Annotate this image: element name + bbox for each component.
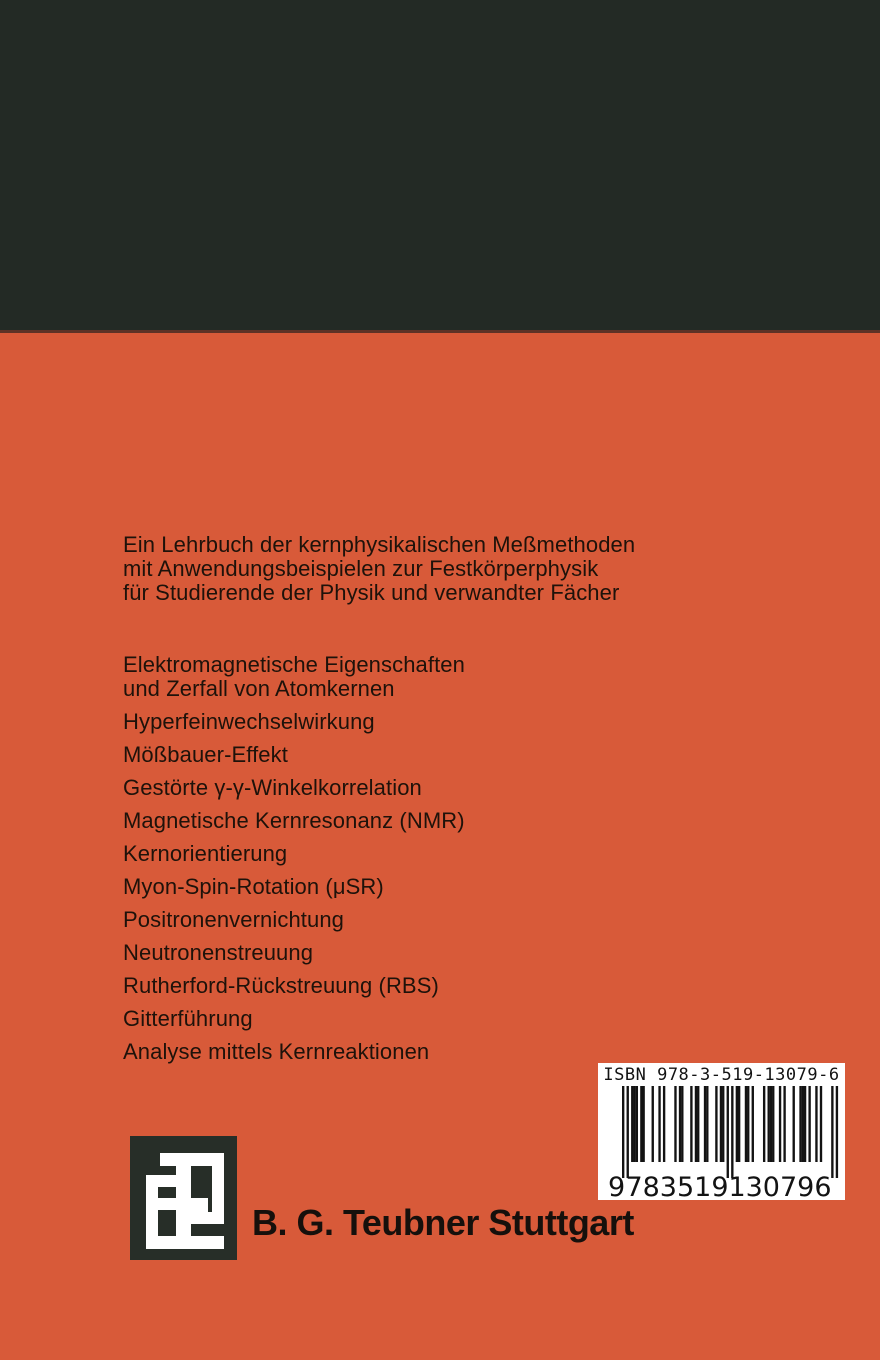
list-item — [123, 1040, 465, 1064]
topics-list — [123, 653, 465, 1073]
topic-label: Kernorientierung — [123, 841, 288, 866]
topic-label: Magnetische Kernresonanz (NMR) — [123, 808, 465, 833]
topic-label: Rutherford-Rückstreuung (RBS) — [123, 973, 439, 998]
list-item — [123, 809, 465, 833]
list-item — [123, 974, 465, 998]
list-item — [123, 875, 465, 899]
list-item — [123, 908, 465, 932]
subtitle-line: mit Anwendungsbeispielen zur Festkörperphysik — [123, 556, 599, 581]
topic-label: Gestörte γ-γ-Winkelkorrelation — [123, 775, 422, 800]
topic-label: und Zerfall von Atomkernen — [123, 676, 395, 701]
topic-label: Gitterführung — [123, 1006, 253, 1031]
topic-label: Myon-Spin-Rotation (μSR) — [123, 874, 384, 899]
ean-digits-group2: 130796 — [728, 1172, 832, 1199]
subtitle-line: für Studierende der Physik und verwandter Fächer — [123, 580, 620, 605]
topic-label: Elektromagnetische Eigenschaften — [123, 652, 465, 677]
list-item — [123, 743, 465, 767]
publisher-name: B. G. Teubner Stuttgart — [252, 1202, 634, 1243]
ean13-barcode — [598, 1086, 845, 1199]
teubner-monogram-icon — [130, 1136, 237, 1260]
isbn-barcode-panel — [598, 1063, 845, 1200]
topic-label: Hyperfeinwechselwirkung — [123, 709, 375, 734]
list-item — [123, 842, 465, 866]
cover-header-band — [0, 0, 880, 330]
ean-digit-left: 9 — [608, 1172, 626, 1199]
topic-label: Neutronenstreuung — [123, 940, 314, 965]
subtitle-line: Ein Lehrbuch der kernphysikalischen Meßmethoden — [123, 532, 636, 557]
subtitle-text — [123, 533, 635, 605]
topic-label: Mößbauer-Effekt — [123, 742, 288, 767]
topic-label: Analyse mittels Kernreaktionen — [123, 1039, 430, 1064]
isbn-label: ISBN 978-3-519-13079-6 — [603, 1065, 840, 1085]
topic-label: Positronenvernichtung — [123, 907, 345, 932]
ean-digits-group1: 783519 — [625, 1172, 729, 1199]
barcode-bars — [622, 1086, 838, 1178]
list-item — [123, 776, 465, 800]
list-item — [123, 710, 465, 734]
section-divider — [0, 330, 880, 333]
list-item — [123, 941, 465, 965]
list-item — [123, 653, 465, 701]
list-item — [123, 1007, 465, 1031]
